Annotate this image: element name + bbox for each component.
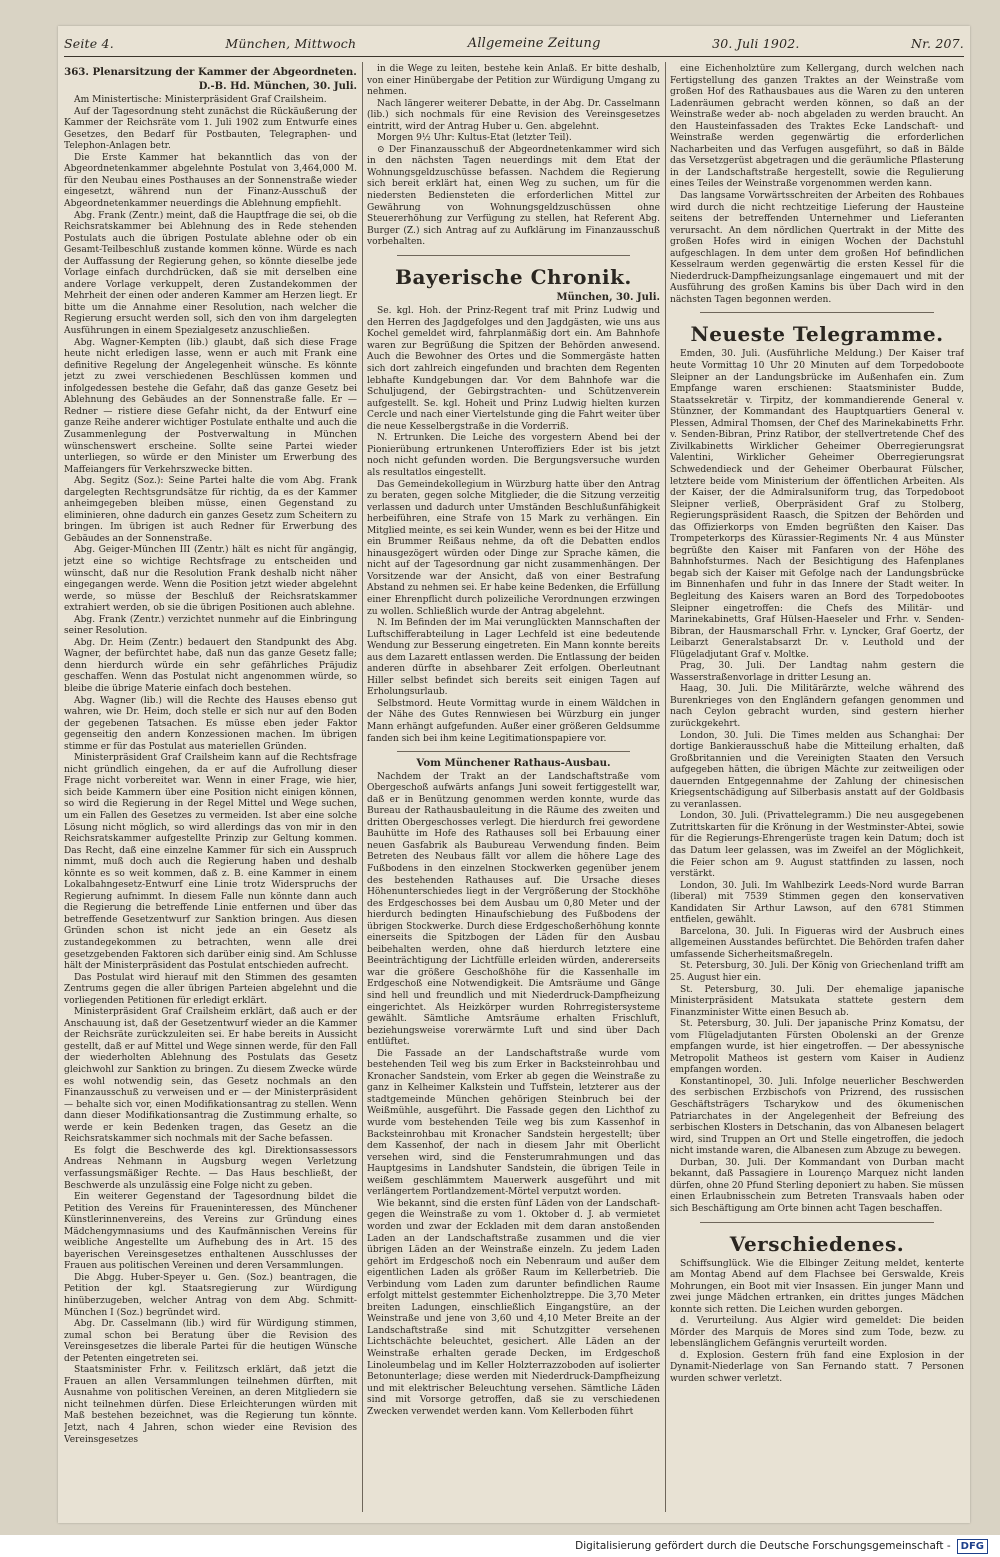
section-dateline: München, 30. Juli. <box>556 291 660 303</box>
paragraph: Das langsame Vorwärtsschreiten der Arbeiten des Rohbaues wird durch die nicht rechtzeitige Lieferung der Hausteine seitens der betreffenden Unternehmer und Lieferanten verursacht. An dem nördlichen Quertrakt in der Mitte des großen Hofes wird in einigen Wochen der Dachstuhl aufgeschlagen. In dem unter dem großen Hof befindlichen Kesselraum werden gegenwärtig die ersten Kessel für die Niederdruck-Dampfheizungsanlage eingemauert und mit der Ausführung des großen Kamins bis über Dach wird in den nächsten Tagen begonnen werden. <box>670 191 964 305</box>
paragraph: Konstantinopel, 30. Juli. Infolge neuerlicher Beschwerden des serbischen Erzbischofs von Prizrend, des russischen Geschäftsträgers Tscharykow und des ökumenischen Patriarchates in der Angelegenheit der Befreiung des serbischen Klosters in Detschanin, das von Albanesen belagert wird, sind Truppen an Ort und Stelle eingetroffen, die jedoch nicht imstande waren, die Albanesen zum Abzuge zu bewegen. <box>670 1076 964 1157</box>
paragraph: Das Postulat wird hierauf mit den Stimmen des gesamten Zentrums gegen die aller übrigen Parteien abgelehnt und die vorliegenden Petitionen für erledigt erklärt. <box>64 972 357 1006</box>
article-heading: 363. Plenarsitzung der Kammer der Abgeordneten. <box>64 66 357 78</box>
footer-credit: Digitalisierung gefördert durch die Deutsche Forschungsgemeinschaft - <box>575 1540 951 1552</box>
paragraph: Durban, 30. Juli. Der Kommandant von Durban macht bekannt, daß Passagiere in Lourenço Marquez nicht landen dürfen, ohne 20 Pfund Sterling deponiert zu haben. Sie müssen einen Erlaubnisschein zum Betreten Transvaals haben oder sich Beschäftigung am Orte binnen acht Tagen beschaffen. <box>670 1157 964 1214</box>
digitization-footer <box>0 1535 1000 1557</box>
paragraph: eine Eichenholztüre zum Kellergang, durch welchen nach Fertigstellung des ganzen Traktes an der Weinstraße vom großen Hof des Rathausbaues aus die Waren zu den unteren Ladenräumen gebracht werden können, so daß an der Weinstraße weder ab- noch abgeladen zu werden braucht. An den Hausteinfassaden des Traktes Ecke Landschaft- und Weinstraße werden gegenwärtig die erforderlichen Nacharbeiten und das Verfugen ausgeführt, so daß in Bälde das Versetzgerüst abgetragen und die geräumliche Pflasterung in der Landschaftstraße hergestellt, sowie die Regulierung eines Teiles der Weinstraße vorgenommen werden kann. <box>670 64 964 190</box>
paragraph: Das Gemeindekollegium in Würzburg hatte über den Antrag zu beraten, gegen solche Mitglieder, die die Sitzung verzeitig verlassen und dadurch unter Umständen Beschlußunfähigkeit herbeiführen, eine Strafe von 15 Mark zu verhängen. Ein Mitglied meinte, es sei kein Wunder, wenn es bei der Hitze und ein Brummer Reißaus nehme, da oft die Debatten endlos hinausgezögert würden oder Dinge zur Sprache kämen, die nicht auf der Tagesordnung gar nicht zusammenhängen. Der Vorsitzende war der Ansicht, daß von einer Bestrafung Abstand zu nehmen sei. Er habe keine Bedenken, die Erfüllung einer Ehrenpflicht durch polizeiliche Verordnungen erzwingen zu wollen. Schließlich wurde der Antrag abgelehnt. <box>367 479 660 617</box>
header-place: München, Mittwoch <box>225 35 357 51</box>
paragraph: Haag, 30. Juli. Die Militärärzte, welche während des Burenkrieges von den Engländern gefangen genommen und nach Ceylon gebracht wurden, sind gestern hierher zurückgekehrt. <box>670 684 964 729</box>
divider <box>397 751 630 752</box>
divider <box>700 312 934 313</box>
paragraph: Prag, 30. Juli. Der Landtag nahm gestern die Wasserstraßenvorlage in dritter Lesung an. <box>670 661 964 683</box>
paragraph: Die Fassade an der Landschaftstraße wurde vom bestehenden Teil weg bis zum Erker in Backsteinrohbau und Kronacher Sandstein, vom Erker ab gegen die Weinstraße zu ganz in Kelheimer Kalkstein und Tuffstein, letzterer aus der stadtgemeinde München gehörigen Steinbruch bei der Weißmühle, ausgeführt. Die Fassade gegen den Lichthof zu wurde vom bestehenden Teile weg bis zum Kassenhof in Backsteinrohbau mit Kronacher Sandstein hergestellt; über dem Kassenhof, der nach in diesem Jahr mit Oberlicht versehen wird, sind die Fensterumrahmungen und das Hauptgesims in Landshuter Sandstein, die übrigen Teile in weißem geschlämmtem Mauerwerk ausgeführt und mit verlängertem Portlandzement-Mörtel verputzt worden. <box>367 1048 660 1198</box>
paragraph: St. Petersburg, 30. Juli. Der König von Griechenland trifft am 25. August hier ein. <box>670 961 964 984</box>
newspaper-page <box>58 26 970 1523</box>
paragraph: Schiffsunglück. Wie die Elbinger Zeitung meldet, kenterte am Montag Abend auf dem Flachsee bei Gerswalde, Kreis Mohrungen, ein Boot mit vier Insassen. Ein junger Mann und zwei junge Mädchen ertranken, ein drittes junges Mädchen konnte sich retten. Die Leichen wurden geborgen. <box>670 1258 964 1315</box>
paragraph: N. Ertrunken. Die Leiche des vorgestern Abend bei der Pionierübung ertrunkenen Unteroffiziers Eder ist bis jetzt noch nicht gefunden worden. Die Bergungsversuche wurden als resultatlos eingestellt. <box>367 433 660 478</box>
paragraph: d. Verurteilung. Aus Algier wird gemeldet: Die beiden Mörder des Marquis de Mores sind zum Tode, bezw. zu lebenslänglichem Gefängnis verurteilt worden. <box>670 1316 964 1350</box>
paragraph: Ein weiterer Gegenstand der Tagesordnung bildet die Petition des Vereins für Fraueninteressen, des Münchener Künstlerinnenvereins, des Vereins zur Gründung eines Mädchengymnasiums und des Kaufmännischen Vereins für weibliche Angestellte um Aufhebung des in Art. 15 des bayerischen Vereinsgesetzes enthaltenen Ausschlusses der Frauen aus politischen Vereinen und deren Versammlungen. <box>64 1192 357 1272</box>
paragraph: London, 30. Juli. Im Wahlbezirk Leeds-Nord wurde Barran (liberal) mit 7539 Stimmen gegen den konservativen Kandidaten Sir Arthur Lawson, auf den 6781 Stimmen entfielen, gewählt. <box>670 880 964 926</box>
paragraph: Staatsminister Frhr. v. Feilitzsch erklärt, daß jetzt die Frauen an allen Versammlungen teilnehmen dürften, mit Ausnahme von politischen Vereinen, an deren Mitgliedern sie nicht teilnehmen dürfen. Diese Erleichterungen würden mit Maß bestehen bezeichnet, was die Regierung tun könnte. Jetzt, nach 4 Jahren, schon wieder eine Revision des Vereinsgesetzes <box>64 1365 357 1445</box>
column-3 <box>670 64 964 1509</box>
column-2 <box>367 64 660 1509</box>
paragraph: Emden, 30. Juli. (Ausführliche Meldung.) Der Kaiser traf heute Vormittag 10 Uhr 20 Minuten auf dem Torpedoboote Sleipner an der Landungsbrücke im Außenhafen ein. Zum Empfange waren erschienen: Staatsminister Budde, Staatssekretär v. Tirpitz, der kommandierende General v. Stünzner, der Kommandant des Hauptquartiers General v. Plessen, Admiral Thomsen, der Chef des Marinekabinetts Frhr. v. Senden-Bibran, Prinz Ratibor, der stellvertretende Chef des Zivilkabinetts Wirklicher Geheimer Oberregierungsrat Valentini, Wirklicher Geheimer Oberregierungsrat Schwedendieck und der Geheimer Oberbaurat Fülscher, letztere beide vom Ministerium der öffentlichen Arbeiten. Als der Kaiser, der die Admiralsuniform trug, das Torpedoboot Sleipner verließ, Oberpräsident Graf zu Stolberg, Regierungspräsident Raasch, die Spitzen der Behörden und das Offizierkorps von Emden begrüßten den Kaiser. Das Trompeterkorps des Kürassier-Regiments Nr. 4 aus Münster begrüßte den Kaiser mit Fanfaren von der Höhe des Bahnhofsturmes. Nach der Besichtigung des Hafenplanes begab sich der Kaiser mit Gefolge nach der Landungsbrücke im Binnenhafen und fuhr in das Innere der Stadt weiter. In Begleitung des Kaisers waren an Bord des Torpedobootes Sleipner eingetroffen: die Chefs des Militär- und Marinekabinetts, Graf Hülsen-Haeseler und Frhr. v. Senden-Bibran, der Hausmarschall Frhr. v. Lyncker, Graf Goertz, der Leibarzt Generalstabsarzt Dr. v. Leuthold und der Flügeladjutant Graf v. Moltke. <box>670 349 964 660</box>
paragraph: Abg. Wagner-Kempten (lib.) glaubt, daß sich diese Frage heute nicht erledigen lasse, wenn er auch mit Frank eine definitive Regelung der Angelegenheit wünsche. Es könnte jetzt zu zwei verschiedenen Beschlüssen kommen und infolgedessen bestehe die Gefahr, daß das ganze Gesetz bei Ablehnung des Gebäudes an der Sonnenstraße falle. Er — Redner — ristiere diese Gefahr nicht, da der Entwurf eine ganze Reihe anderer wichtiger Postulate enthalte und auch die Zusammenlegung der Postverwaltung in München wünschenswert erscheine. Sollte seine Partei wieder unterliegen, so würde er den Minister um Erwerbung des Maffeiangers für Verkehrszwecke bitten. <box>64 337 357 475</box>
section-body <box>670 1259 964 1386</box>
paragraph: Am Ministertische: Ministerpräsident Graf Crailsheim. <box>74 95 327 106</box>
paragraph: Ministerpräsident Graf Crailsheim kann auf die Rechtsfrage nicht gründlich eingehen, da er auf die Aufrollung dieser Frage nicht vorbereitet war. Wenn in einer Frage, wie hier, sich beide Kammern über eine Position nicht einigen können, so wird die Regierung in der Regel Mittel und Wege suchen, um ein Fallen des Gesetzes zu vermeiden. Ist aber eine solche Lösung nicht möglich, so wird allerdings das von mir in den Reichsratskammer aufgestellte Prinzip zur Geltung kommen. Das Recht, daß eine einzelne Kammer für sich ein Ausspruch nimmt, muß doch auch die Regierung haben und deshalb könnte es so weit kommen, daß z. B. eine Kammer in einem Lokalbahngesetz-Entwurf eine Linie trotz Widerspruchs der Regierung aufnimmt. In diesem Falle nun könnte dann auch die Regierung die betreffende Linie entfernen und über das betreffende Gesetzentwurf zur Sanktion bringen. Aus diesen Gründen schon ist nicht jede an ein Gesetz als zustandegekommen zu betrachten, wenn alle drei gesetzgebenden Faktoren sich darüber einig sind. Am Schlusse hält der Ministerpräsident das Postulat entschieden aufrecht. <box>64 753 357 972</box>
paragraph: Abg. Segitz (Soz.): Seine Partei halte die vom Abg. Frank dargelegten Rechtsgrundsätze für richtig, da es der Kammer anheimgegeben bleiben müsse, einen Gegenstand zu eliminieren, ohne dadurch ein ganzes Gesetz zum Scheitern zu bringen. Im übrigen ist auch Redner für Erwerbung des Gebäudes an der Sonnenstraße. <box>64 476 357 544</box>
paragraph: Abg. Frank (Zentr.) verzichtet nunmehr auf die Einbringung seiner Resolution. <box>64 614 357 637</box>
paragraph: Abg. Geiger-München III (Zentr.) hält es nicht für angängig, jetzt eine so wichtige Rechtsfrage zu entscheiden und wünscht, daß nur die Resolution Frank deshalb nicht näher eingegangen werde. Wenn die Position jetzt wieder abgelehnt werde, so müsse der Beschluß der Reichsratskammer extrahiert werden, ob sie die übrigen Positionen auch ablehne. <box>64 545 357 614</box>
paragraph: London, 30. Juli. (Privattelegramm.) Die neu ausgegebenen Zutrittskarten für die Krönung in der Westminster-Abtei, sowie für die Regierungs-Ehrengerüste tragen kein Datum; doch ist das Datum leer gelassen, was im Zweifel an der Möglichkeit, die Feier schon am 9. August stattfinden zu lassen, noch verstärkt. <box>670 811 964 880</box>
paragraph: Abg. Wagner (lib.) will die Rechte des Hauses ebenso gut wahren, wie Dr. Heim, doch stelle er sich nur auf den Boden der gegebenen Tatsachen. Es müsse eben jeder Faktor gegenseitig den andern Konzessionen machen. Im übrigen stimme er für das Postulat aus materiellen Gründen. <box>64 695 357 752</box>
paragraph: Die Abgg. Huber-Speyer u. Gen. (Soz.) beantragen, die Petition der kgl. Staatsregierung zur Würdigung hinüberzugeben, welcher Antrag von dem Abg. Schmitt-München I (Soz.) begründet wird. <box>64 1272 357 1318</box>
section-body <box>367 306 660 745</box>
column-rule <box>665 62 666 1512</box>
article-body <box>367 772 660 1419</box>
dfg-logo: DFG <box>957 1539 988 1554</box>
header-date: 30. Juli 1902. <box>712 35 800 51</box>
paragraph: Wie bekannt, sind die ersten fünf Läden von der Landschaft- gegen die Weinstraße zu vom 1. Oktober d. J. ab vermietet worden und zwar der Eckladen mit dem daran anstoßenden Laden an der Landschaftstraße zusammen und die vier übrigen Läden an der Weinstraße einzeln. Zu jedem Laden gehört im Erdgeschoß noch ein Nebenraum und außer dem eigentlichen Laden als größer Raum im Kellerbetrieb. Die Verbindung vom Laden zum darunter befindlichen Raume erfolgt mittelst gestemmter Eichenholztreppe. Die 3,70 Meter breiten Ladungen, einschließlich Eingangstüre, an der Weinstraße und jene von 3,60 und 4,10 Meter Breite an der Landschaftstraße sind mit Schutzgitter versehenen Lichtschächte beleuchtet, gesichert. Alle Läden an der Weinstraße erhalten gerade Decken, im Erdgeschoß Linoleumbelag und im Keller Holzterrazzoboden auf isolierter Betonunterlage; diese werden mit Niederdruck-Dampfheizung und mit elektrischer Beleuchtung versehen. Sämtliche Läden sind mit Vorsorge getroffen, daß sie zu verschiedenen Zwecken verwendet werden kann. Vom Kellerboden führt <box>367 1198 660 1417</box>
divider <box>397 255 630 256</box>
page-header <box>64 30 964 57</box>
paragraph: Abg. Dr. Casselmann (lib.) wird für Würdigung stimmen, zumal schon bei Beratung über die Revision des Vereinsgesetzes die liberale Partei für die heutigen Wünsche der Petenten eingetreten sei. <box>64 1319 357 1364</box>
paragraph: Auf der Tagesordnung steht zunächst die Rückäußerung der Kammer der Reichsräte vom 1. Juli 1902 zum Entwurfe eines Gesetzes, den Bedarf für Postbauten, Telegraphen- und Telephon-Anlagen betr. <box>64 106 357 152</box>
paragraph: Nach längerer weiterer Debatte, in der Abg. Dr. Casselmann (lib.) sich nochmals für eine Revision des Vereinsgesetzes eintritt, wird der Antrag Huber u. Gen. abgelehnt. <box>367 98 660 132</box>
column-rule <box>362 62 363 1512</box>
section-heading: Verschiedenes. <box>729 1231 905 1256</box>
paragraph: Barcelona, 30. Juli. In Figueras wird der Ausbruch eines allgemeinen Ausstandes befürchtet. Die Behörden trafen daher umfassende Sicherheitsmaßregeln. <box>670 926 964 960</box>
paragraph: Die Erste Kammer hat bekanntlich das von der Abgeordnetenkammer abgelehnte Postulat von 3,464,000 M. für den Neubau eines Posthauses an der Sonnenstraße wieder eingesetzt, während nun der Finanz-Ausschuß der Abgeordnetenkammer neuerdings die Ablehnung empfiehlt. <box>64 152 357 210</box>
section-heading: Neueste Telegramme. <box>690 322 944 347</box>
paragraph: Abg. Frank (Zentr.) meint, daß die Hauptfrage die sei, ob die Reichsratskammer bei Ablehnung des in Rede stehenden Postulats auch die übrigen Postulate ablehne oder ob ein Gesamt-Teilbeschluß zustande kommen könne. Würde es nach der Auffassung der Regierung gehen, so könnte dieselbe jede Vorlage einfach durchdrücken, daß sie mit derselben eine andere Vorlage verkuppelt, deren Zustandekommen der Mehrheit der einen oder anderen Kammer am Herzen liegt. Er bitte um die Annahme einer Resolution, nach welcher die Regierung ersucht werden soll, sich den von ihm dargelegten Ausführungen in einem Spezialgesetz anzuschließen. <box>64 210 357 337</box>
section-body <box>670 349 964 1215</box>
article-body <box>64 95 357 1446</box>
paragraph: St. Petersburg, 30. Juli. Der ehemalige japanische Ministerpräsident Matsukata stattete gestern dem Finanzminister Witte einen Besuch ab. <box>670 984 964 1018</box>
paragraph: London, 30. Juli. Die Times melden aus Schanghai: Der dortige Bankierausschuß habe die Mitteilung erhalten, daß Großbritannien und die Vereinigten Staaten den Versuch aufgegeben hätten, die übrigen Mächte zur zeitweiligen oder dauernden Entgegennahme der Zahlung der chinesischen Kriegsentschädigung auf Silberbasis anstatt auf der Goldbasis zu veranlassen. <box>670 730 964 810</box>
article-dateline: D.-B. Hd. München, 30. Juli. <box>198 80 357 92</box>
paragraph: Ministerpräsident Graf Crailsheim erklärt, daß auch er der Anschauung ist, daß der Gesetzentwurf wieder an die Kammer der Reichsräte zurückzuleiten sei. Er habe bereits in Aussicht gestellt, daß er auf Mittel und Wege sinnen werde, für den Fall der wiederholten Ablehnung des Postulats das Gesetz gleichwohl zur Sanktion zu bringen. Zu diesem Zwecke würde es wohl notwendig sein, das Gesetz nochmals an den Finanzausschuß zu verweisen und er — der Ministerpräsident — behalte sich vor, einen Modifikationsantrag zu stellen. Wenn dann dieser Modifikationsantrag die Zustimmung erhalte, so werde er kein Bedenken tragen, das Gesetz an die Reichsratskammer sich nochmals mit der Sache befassen. <box>64 1007 357 1145</box>
paragraph: N. Im Befinden der im Mai verunglückten Mannschaften der Luftschifferabteilung in Lager Lechfeld ist eine bedeutende Wendung zur Besserung eingetreten. Ein Mann konnte bereits aus dem Lazarett entlassen werden. Die Entlassung der beiden anderen dürfte in absehbarer Zeit erfolgen. Oberleutnant Hiller selbst befindet sich bereits seit einigen Tagen auf Erholungsurlaub. <box>367 618 660 698</box>
paragraph: ⊙ Der Finanzausschuß der Abgeordnetenkammer wird sich in den nächsten Tagen neuerdings mit dem Etat der Wohnungsgeldzuschüsse befassen. Nachdem die Regierung sich bereit erklärt hat, einen Weg zu suchen, um für die niedersten Bediensteten die erforderlichen Mittel zur Gewährung von Wohnungsgeldzuschüssen ohne Steuererhöhung zur Verfügung zu stellen, hat Referent Abg. Burger (Z.) sich Antrag auf zu Aufklärung im Finanzausschuß vorbehalten. <box>367 144 660 248</box>
issue-number: Nr. 207. <box>911 35 964 51</box>
paragraph: in die Wege zu leiten, bestehe kein Anlaß. Er bitte deshalb, von einer Hinübergabe der Petition zur Würdigung Umgang zu nehmen. <box>367 64 660 98</box>
paragraph: Es folgt die Beschwerde des kgl. Direktionsassessors Andreas Nehmann in Augsburg wegen Verletzung verfassungsmäßiger Rechte. — Das Haus beschließt, der Beschwerde als unzulässig eine Folge nicht zu geben. <box>64 1145 357 1191</box>
paragraph: Abg. Dr. Heim (Zentr.) bedauert den Standpunkt des Abg. Wagner, der befürchtet habe, daß nun das ganze Gesetz falle; denn hierdurch würde ein sehr gefährliches Präjudiz geschaffen. Wenn das Postulat nicht angenommen würde, so bleibe die übrige Materie einfach doch bestehen. <box>64 637 357 694</box>
column-1 <box>64 64 357 1509</box>
article-body <box>670 64 964 306</box>
newspaper-title: Allgemeine Zeitung <box>467 35 601 51</box>
paragraph: Morgen 9½ Uhr: Kultus-Etat (letzter Teil). <box>377 133 572 144</box>
paragraph: Selbstmord. Heute Vormittag wurde in einem Wäldchen in der Nähe des Gutes Rennwiesen bei Würzburg ein junger Mann erhängt aufgefunden. Außer einer größeren Geldsumme fanden sich bei ihm keine Legitimationspapiere vor. <box>367 698 660 744</box>
page-number: Seite 4. <box>64 35 114 51</box>
section-heading: Bayerische Chronik. <box>395 264 632 289</box>
paragraph: Se. kgl. Hoh. der Prinz-Regent traf mit Prinz Ludwig und den Herren des Jagdgefolges und den Jagdgästen, wie uns aus Kochel gemeldet wird, fahrplanmäßig dort ein. Am Bahnhofe waren zur Begrüßung die Spitzen der Behörden anwesend. Auch die Bewohner des Ortes und die Sommergäste hatten sich dort zahlreich eingefunden und brachten dem Regenten lebhafte Kundgebungen dar. Vor dem Bahnhofe war die Schuljugend, der Gebirgstrachten- und Schützenverein aufgestellt. Se. kgl. Hoheit und Prinz Ludwig hielten kurzen Cercle und nach einer Viertelstunde ging die Fahrt weiter über die neue Kesselbergstraße in die Vorderriß. <box>367 306 660 432</box>
article-heading: Vom Münchener Rathaus-Ausbau. <box>416 757 611 770</box>
divider <box>700 1222 934 1223</box>
paragraph: Nachdem der Trakt an der Landschaftstraße vom Obergeschoß aufwärts anfangs Juni soweit fertiggestellt war, daß er in Benützung genommen werden konnte, wurde das Bureau der Rathausbauleitung in die Räume des zweiten und dritten Obergeschosses verlegt. Die hierdurch frei gewordene Bauhütte im Hofe des Rathauses soll bei Erbauung einer neuen Gasfabrik als Baubureau Verwendung finden. Beim Betreten des Neubaus fällt vor allem die höhere Lage des Fußbodens in den einzelnen Stockwerken gegenüber jenem des bestehenden Rathauses auf. Die Ursache dieses Höhenunterschiedes liegt in der Vergrößerung der Stockhöhe des Erdgeschosses bei dem Ausbau um 0,80 Meter und der hierdurch bedingten Hinaufschiebung des Fußbodens der übrigen Stockwerke. Durch diese Erdgeschoßerhöhung konnte einerseits die Spitzbogen der Läden für den Ausbau beibehalten werden, ohne daß hierdurch letztere eine Beeinträchtigung der Lichtfülle erleiden würden, andererseits war die größere Geschoßhöhe für die Kassenhalle im Erdgeschoß eine Notwendigkeit. Die Amtsräume und Gänge sind hell und freundlich und mit Niederdruck-Dampfheizung eingerichtet. Als Heizkörper wurden Rohrregistersysteme gewählt. Sämtliche Amtsräume erhalten Frischluft, beziehungsweise vorerwärmte Luft und sind über Dach entlüftet. <box>367 771 660 1048</box>
paragraph: St. Petersburg, 30. Juli. Der japanische Prinz Komatsu, der vom Flügeladjutanten Fürsten Obolenski an der Grenze empfangen wurde, ist hier eingetroffen. — Der abessynische Metropolit Matheos ist gestern vom Kaiser in Audienz empfangen worden. <box>670 1019 964 1076</box>
article-body <box>367 64 660 249</box>
paragraph: d. Explosion. Gestern früh fand eine Explosion in der Dynamit-Niederlage von San Fernando statt. 7 Personen wurden schwer verletzt. <box>670 1350 964 1384</box>
